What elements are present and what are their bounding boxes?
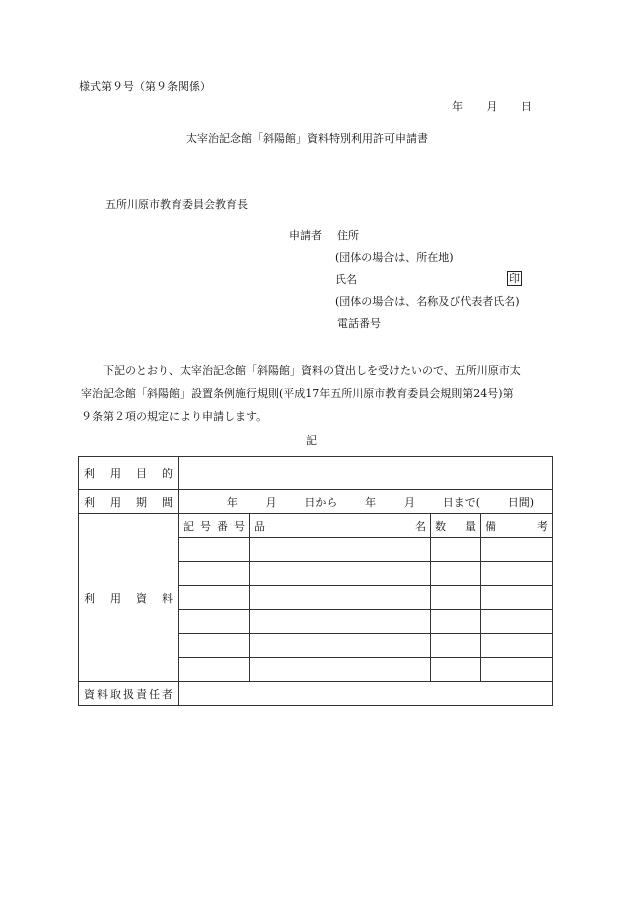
date-year: 年 — [452, 100, 463, 113]
char: 利 — [84, 467, 95, 480]
char: 番 — [217, 519, 228, 533]
cell[interactable] — [250, 586, 431, 610]
cell[interactable] — [250, 538, 431, 562]
address-note: (団体の場合は、所在地) — [335, 251, 454, 264]
seal-mark — [507, 271, 522, 286]
responsible-label — [79, 682, 179, 706]
char: 利 — [84, 591, 95, 605]
cell[interactable] — [481, 634, 553, 658]
date-day: 日 — [521, 100, 532, 113]
address-label: 住所 — [337, 229, 359, 242]
char: 品 — [254, 519, 265, 533]
char: 用 — [110, 467, 121, 480]
form-number: 様式第９号（第９条関係） — [79, 80, 211, 93]
cell[interactable] — [179, 658, 250, 682]
char: 備 — [485, 519, 496, 533]
cell[interactable] — [431, 562, 481, 586]
cell[interactable] — [481, 562, 553, 586]
cell[interactable] — [431, 634, 481, 658]
char: 責 — [136, 687, 147, 701]
cell[interactable] — [179, 538, 250, 562]
cell[interactable] — [250, 658, 431, 682]
body-line-3: ９条第２項の規定により申請します。 — [81, 410, 268, 423]
char: 利 — [84, 495, 95, 509]
date-month: 月 — [486, 100, 498, 113]
responsible-field[interactable] — [179, 682, 553, 706]
char: 取 — [110, 687, 121, 701]
period-month: 月 — [265, 495, 277, 509]
header-code — [179, 514, 250, 538]
header-item-name — [250, 514, 431, 538]
phone-label: 電話番号 — [337, 317, 381, 330]
period-year-end: 年 — [365, 495, 377, 509]
body-line-2: 宰治記念館「斜陽館」設置条例施行規則(平成17年五所川原市教育委員会規則第24号)第 — [81, 387, 514, 400]
cell[interactable] — [179, 610, 250, 634]
period-from: 日から — [304, 495, 338, 509]
char: 数 — [435, 519, 446, 533]
period-year: 年 — [226, 495, 238, 509]
cell[interactable] — [481, 586, 553, 610]
char: 任 — [149, 687, 160, 701]
char: 号 — [234, 519, 245, 533]
ki-mark: 記 — [306, 434, 317, 447]
cell[interactable] — [179, 586, 250, 610]
cell[interactable] — [250, 634, 431, 658]
body-line-1: 下記のとおり、太宰治記念館「斜陽館」資料の貸出しを受けたいので、五所川原市太 — [103, 364, 521, 377]
char: 目 — [136, 467, 147, 480]
name-note: (団体の場合は、名称及び代表者氏名) — [335, 295, 520, 308]
cell[interactable] — [481, 658, 553, 682]
char: 扱 — [123, 687, 134, 701]
char: 者 — [162, 687, 173, 701]
cell[interactable] — [250, 610, 431, 634]
cell[interactable] — [250, 562, 431, 586]
seal-text: 印 — [509, 272, 520, 285]
char: 用 — [110, 591, 121, 605]
period-days: 日間) — [507, 495, 535, 509]
purpose-field[interactable] — [179, 457, 553, 490]
char: 期 — [136, 495, 147, 509]
char: 料 — [162, 591, 173, 605]
cell[interactable] — [431, 586, 481, 610]
period-until: 日まで( — [442, 495, 480, 509]
cell[interactable] — [481, 610, 553, 634]
purpose-label — [79, 457, 179, 490]
char: 的 — [162, 467, 173, 480]
char: 間 — [162, 495, 173, 509]
header-quantity — [431, 514, 481, 538]
char: 用 — [110, 495, 121, 509]
period-month-end: 月 — [403, 495, 415, 509]
cell[interactable] — [431, 658, 481, 682]
char: 資 — [84, 687, 95, 701]
date-line — [452, 100, 532, 114]
char: 名 — [415, 519, 426, 533]
char: 号 — [200, 519, 211, 533]
application-table — [78, 456, 553, 706]
name-label: 氏名 — [335, 273, 357, 286]
document-title: 太宰治記念館「斜陽館」資料特別利用許可申請書 — [186, 132, 428, 145]
cell[interactable] — [481, 538, 553, 562]
header-remarks — [481, 514, 553, 538]
applicant-label: 申請者 — [289, 229, 322, 242]
period-label — [79, 490, 179, 514]
addressee: 五所川原市教育委員会教育長 — [105, 198, 248, 211]
cell[interactable] — [431, 610, 481, 634]
char: 記 — [183, 519, 194, 533]
char: 考 — [537, 519, 548, 533]
cell[interactable] — [179, 562, 250, 586]
cell[interactable] — [179, 634, 250, 658]
char: 量 — [465, 519, 476, 533]
cell[interactable] — [431, 538, 481, 562]
char: 料 — [97, 687, 108, 701]
materials-label — [79, 514, 179, 682]
char: 資 — [136, 591, 147, 605]
period-field[interactable] — [179, 490, 553, 514]
